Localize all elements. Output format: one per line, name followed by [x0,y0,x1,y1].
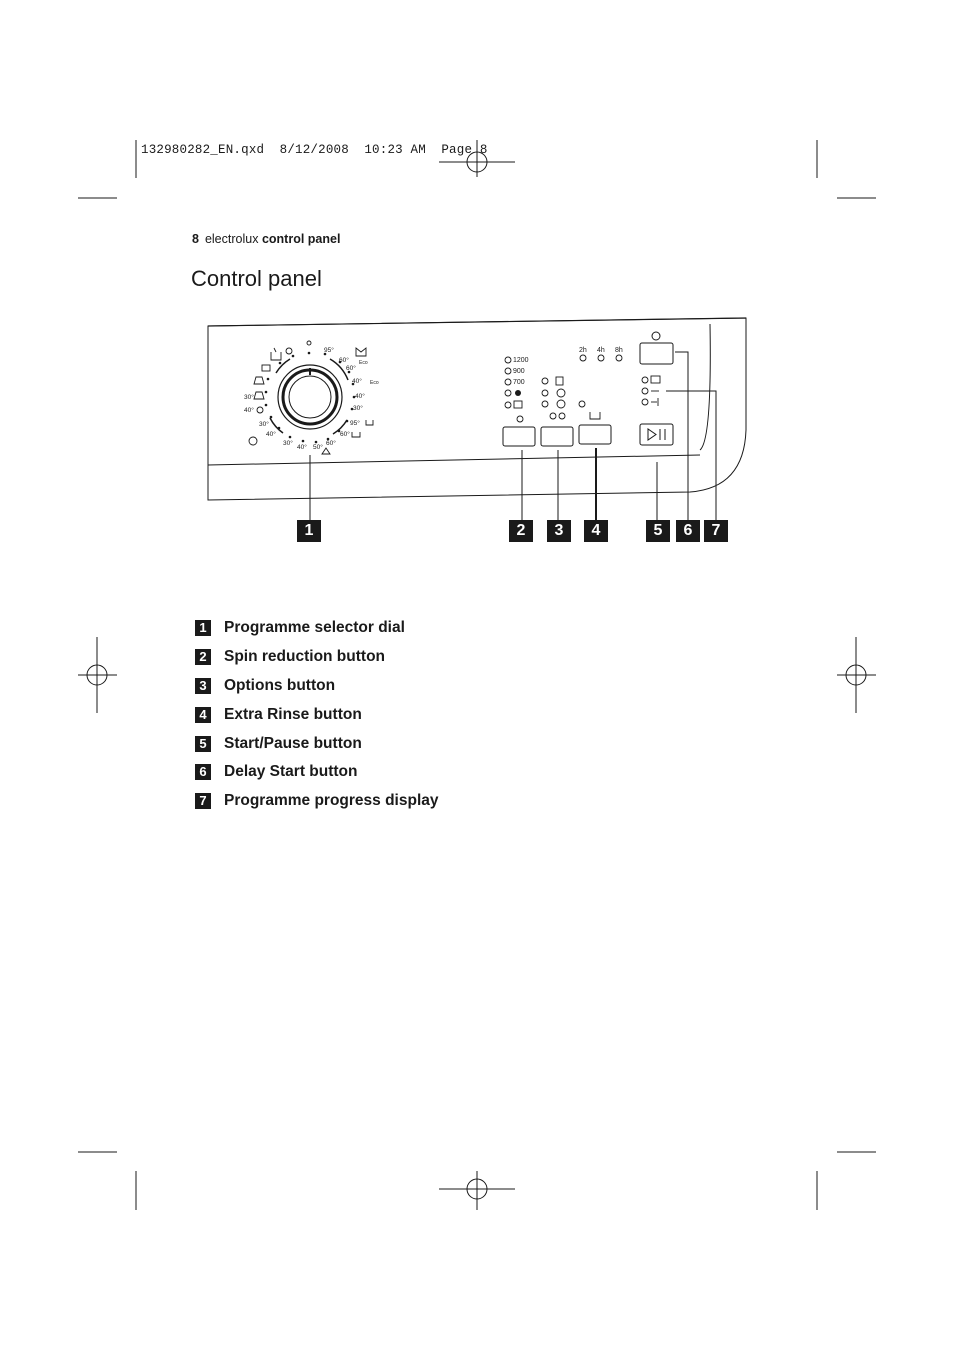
legend-number: 5 [195,736,211,752]
callout-5: 5 [646,520,670,542]
legend-label: Spin reduction button [224,648,386,666]
callout-2: 2 [509,520,533,542]
legend-number: 7 [195,793,211,809]
file-slug-line: 132980282_EN.qxd 8/12/2008 10:23 AM Page 8 [141,143,488,157]
dial-label: 40° [266,431,276,438]
dial-label: 60° [339,357,349,364]
legend-item [195,614,439,643]
programme-dial [270,359,348,434]
delay-time-label: 8h [615,347,623,354]
dial-label: 40° [297,444,307,451]
wool-icon [271,348,281,360]
brand-name: electrolux [204,232,259,246]
progress-leds [642,376,660,406]
callout-3: 3 [547,520,571,542]
dial-label: 95° [350,420,360,427]
drain-icon [352,432,360,437]
clock-icon [652,332,660,340]
section-name: control panel [261,232,341,246]
delay-leds [580,355,622,361]
callout-4: 4 [584,520,608,542]
dial-label: 30° [283,440,293,447]
cotton-icon [356,348,366,356]
callout-1: 1 [297,520,321,542]
jeans-icon [257,407,263,413]
rinse-icon [322,448,330,454]
spin-speed-label: 700 [513,379,525,386]
spin-button-icon [517,416,523,422]
panel-inner-edge [700,324,710,450]
legend-number: 3 [195,678,211,694]
options-leds [542,377,600,419]
synthetics-icon [254,377,264,384]
dial-label: 40° [355,393,365,400]
legend-number: 6 [195,764,211,780]
legend-number: 1 [195,620,211,636]
options-button [541,427,573,446]
dial-label: 95° [324,347,334,354]
panel-lower-divider [208,455,700,465]
dial-label: 30° [353,405,363,412]
eco-label: Eco [370,380,379,386]
page-title: Control panel [191,266,322,291]
legend-label: Options button [224,676,336,694]
legend-label: Start/Pause button [224,734,362,752]
legend-item [195,787,439,816]
legend-item [195,729,439,758]
legend-label: Delay Start button [224,763,358,781]
play-icon [648,429,656,440]
dial-label: 60° [326,440,336,447]
handwash-icon [262,365,270,371]
panel-outline [208,318,746,500]
legend-list [195,614,439,816]
delay-time-label: 4h [597,347,605,354]
extra-rinse-button [579,425,611,444]
legend-label: Programme selector dial [224,619,405,637]
control-panel-illustration [0,0,954,600]
legend-item [195,758,439,787]
legend-number: 4 [195,707,211,723]
legend-item [195,672,439,701]
legend-label: Extra Rinse button [224,705,362,723]
delay-start-button [640,343,673,364]
dial-label: 60° [340,431,350,438]
dial-label: 40° [244,407,254,414]
legend-label: Programme progress display [224,792,439,810]
panel-top-strip [208,318,746,326]
spin-speed-label: 1200 [513,357,529,364]
callout-6: 6 [676,520,700,542]
page-number: 8 [192,232,199,246]
no-spin-icon [515,390,521,396]
dial-label: 30° [244,394,254,401]
soak-icon [366,420,373,425]
off-icon [307,341,311,345]
dial-label: 50° [313,444,323,451]
spin-speed-label: 900 [513,368,525,375]
dial-label: 30° [259,421,269,428]
sportswear-icon [249,437,257,445]
spin-icon [286,348,292,354]
legend-item [195,643,439,672]
eco-label: Eco [359,360,368,366]
legend-number: 2 [195,649,211,665]
legend-item [195,700,439,729]
spin-reduction-button [503,427,535,446]
callout-7: 7 [704,520,728,542]
dial-label: 60° [346,365,356,372]
delay-time-label: 2h [579,347,587,354]
dial-label: 40° [352,378,362,385]
delicates-icon [254,392,264,399]
